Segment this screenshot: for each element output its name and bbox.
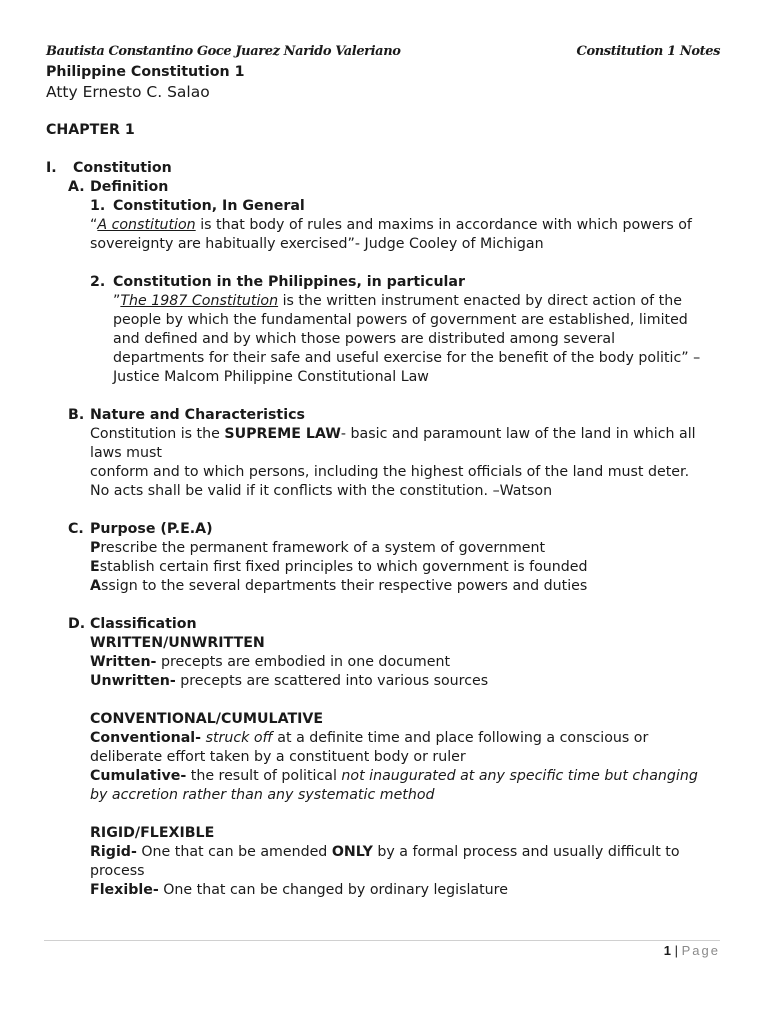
item-2-line-4: departments for their safe and useful exercise for the benefit of the body politic” – (113, 350, 701, 366)
conventional-text: at a definite time and place following a conscious or (272, 730, 649, 746)
conventional-label: Conventional- (90, 730, 202, 746)
supreme-law-term: SUPREME LAW (224, 426, 341, 442)
rigid-text: One that can be amended (136, 844, 332, 860)
nature-line-3: conform and to which persons, including the highest officials of the land must deter. (90, 464, 690, 480)
cumulative-line-2: by accretion rather than any systematic method (90, 787, 435, 803)
flexible-definition (90, 881, 508, 900)
term-1987-constitution: The 1987 Constitution (120, 293, 279, 309)
subsection-a-label: A. (68, 179, 85, 195)
header-notes-title: Constitution 1 Notes (576, 44, 720, 59)
flexible-text: One that can be changed by ordinary legislature (158, 882, 508, 898)
written-label: Written- (90, 654, 157, 670)
rigid-label: Rigid- (90, 844, 137, 860)
section-title: Constitution (73, 160, 172, 176)
only-term: ONLY (331, 844, 373, 860)
purpose-text: rescribe the permanent framework of a system of government (100, 540, 546, 556)
item-1-number: 1. (90, 198, 106, 214)
subsection-a-title: Definition (90, 179, 169, 195)
cumulative-text: the result of political (186, 768, 342, 784)
rigid-text: by a formal process and usually difficult to (372, 844, 680, 860)
quote-mark: ” (113, 293, 121, 309)
conventional-definition (90, 729, 648, 748)
written-text: precepts are embodied in one document (156, 654, 451, 670)
course-title: Philippine Constitution 1 (46, 64, 245, 80)
header-authors: Bautista Constantino Goce Juarez Narido Valeriano (46, 44, 401, 59)
item-2-title: Constitution in the Philippines, in particular (113, 274, 465, 290)
purpose-item (90, 577, 587, 596)
chapter-heading: CHAPTER 1 (46, 122, 135, 138)
purpose-initial: E (90, 559, 100, 575)
page-footer (664, 943, 720, 958)
page-number: 1 (663, 943, 672, 958)
written-definition (90, 653, 450, 672)
rigid-line-2: process (90, 863, 145, 879)
item-2-line-2: people by which the fundamental powers of government are established, limited (113, 312, 688, 328)
quote-mark: “ (90, 217, 98, 233)
unwritten-label: Unwritten- (90, 673, 176, 689)
subsection-c-label: C. (68, 521, 84, 537)
page-label: Page (681, 943, 720, 958)
item-2-number: 2. (90, 274, 106, 290)
section-number: I. (46, 160, 57, 176)
item-2-line-1 (113, 292, 682, 311)
footer-separator: | (671, 943, 682, 958)
flexible-label: Flexible- (90, 882, 159, 898)
purpose-initial: P (90, 540, 101, 556)
nature-text: - basic and paramount law of the land in which all (340, 426, 696, 442)
nature-text: Constitution is the (90, 426, 225, 442)
nature-line-1 (90, 425, 696, 444)
subsection-b-label: B. (68, 407, 85, 423)
item-1-line-1 (90, 216, 692, 235)
rigid-heading: RIGID/FLEXIBLE (90, 825, 215, 841)
subsection-b-title: Nature and Characteristics (90, 407, 305, 423)
purpose-text: ssign to the several departments their respective powers and duties (100, 578, 588, 594)
nature-line-2: laws must (90, 445, 162, 461)
purpose-item (90, 539, 545, 558)
cumulative-italic-text: not inaugurated at any specific time but changing (341, 768, 698, 784)
cumulative-definition (90, 767, 698, 786)
item-1-title: Constitution, In General (113, 198, 305, 214)
rigid-definition (90, 843, 680, 862)
purpose-text: stablish certain first fixed principles to which government is founded (99, 559, 588, 575)
purpose-item (90, 558, 588, 577)
subsection-d-label: D. (68, 616, 86, 632)
unwritten-definition (90, 672, 488, 691)
cumulative-label: Cumulative- (90, 768, 187, 784)
conventional-heading: CONVENTIONAL/CUMULATIVE (90, 711, 324, 727)
instructor-name: Atty Ernesto C. Salao (46, 83, 210, 101)
item-2-line-5: Justice Malcom Philippine Constitutional Law (113, 369, 429, 385)
conventional-line-2: deliberate effort taken by a constituent body or ruler (90, 749, 466, 765)
purpose-initial: A (90, 578, 101, 594)
item-1-line-1-rest: is that body of rules and maxims in accordance with which powers of (195, 217, 692, 233)
item-2-line-3: and defined and by which those powers are distributed among several (113, 331, 616, 347)
item-2-line-1-rest: is the written instrument enacted by direct action of the (278, 293, 682, 309)
written-heading: WRITTEN/UNWRITTEN (90, 635, 265, 651)
footer-divider (44, 940, 720, 941)
nature-line-4: No acts shall be valid if it conflicts with the constitution. –Watson (90, 483, 553, 499)
subsection-c-title: Purpose (P.E.A) (90, 521, 213, 537)
struck-off-term: struck off (201, 730, 273, 746)
term-a-constitution: A constitution (97, 217, 196, 233)
subsection-d-title: Classification (90, 616, 197, 632)
unwritten-text: precepts are scattered into various sources (175, 673, 489, 689)
item-1-line-2: sovereignty are habitually exercised”- Judge Cooley of Michigan (90, 236, 544, 252)
